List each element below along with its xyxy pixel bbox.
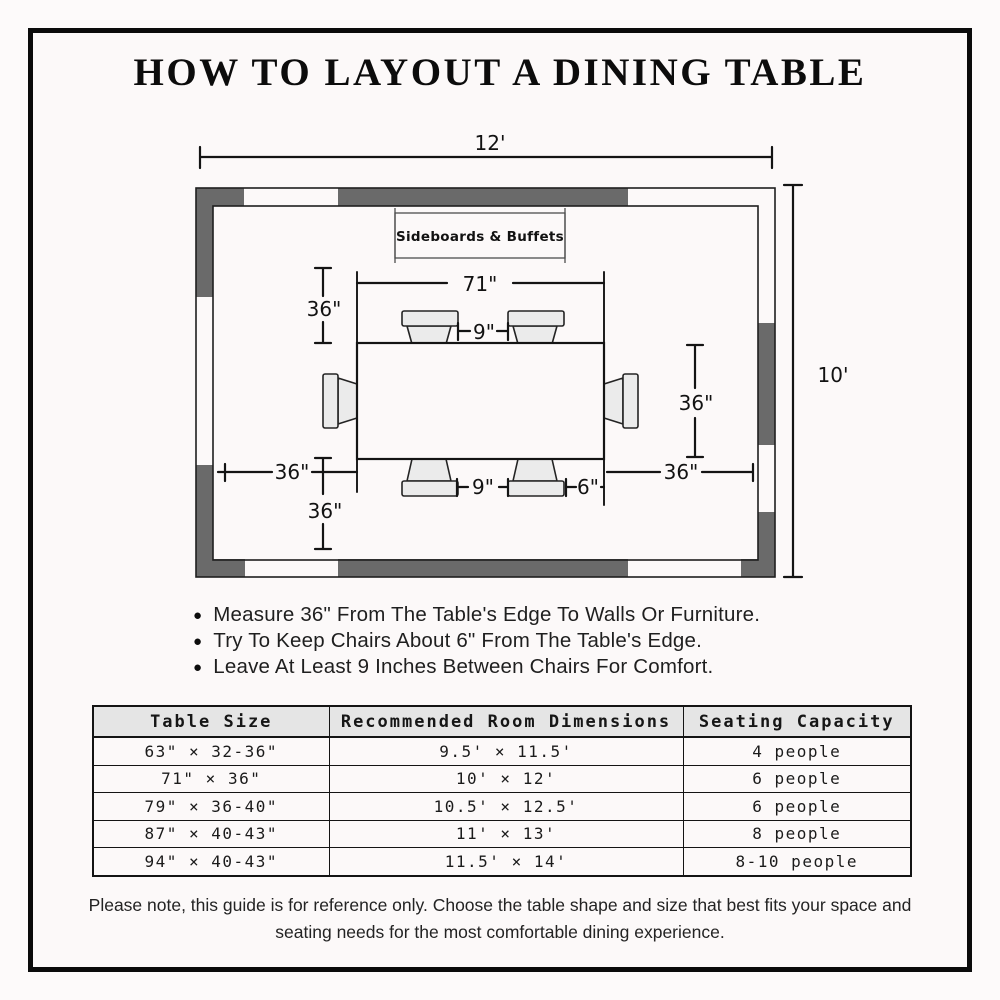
dim-chair-gap-top-label: 9": [473, 320, 495, 344]
dim-chair-to-edge-label: 6": [577, 475, 599, 499]
dim-chair-gap-bottom-label: 9": [472, 475, 494, 499]
cell-room-dimensions: 11' × 13': [329, 820, 683, 848]
table-row: [93, 793, 911, 821]
dim-clearance-right: [607, 460, 753, 484]
table-row: [93, 765, 911, 793]
dim-clearance-top: [307, 268, 342, 343]
table-row: [93, 820, 911, 848]
disclaimer-note: Please note, this guide is for reference only. Choose the table shape and size that best fits your space and seating needs for the most comfortable dining experience.: [88, 895, 912, 943]
dim-clearance-right-side: [679, 345, 714, 457]
cell-table-size: 63" × 32-36": [93, 737, 329, 765]
cell-seating-capacity: 8 people: [683, 820, 911, 848]
col-header-seating-capacity: Seating Capacity: [683, 706, 911, 737]
table-header-row: [93, 706, 911, 737]
dim-chair-gap-bottom: [457, 475, 508, 499]
table-row: [93, 737, 911, 765]
cell-room-dimensions: 9.5' × 11.5': [329, 737, 683, 765]
chair-bottom-right: [508, 459, 564, 496]
bullet-icon: ●: [193, 659, 203, 676]
tip-text: Try To Keep Chairs About 6" From The Table's Edge.: [213, 629, 703, 652]
dim-clearance-left: [218, 460, 357, 484]
bullet-icon: ●: [193, 607, 203, 624]
dim-table-length: [357, 272, 604, 296]
dim-clearance-right-label: 36": [663, 460, 699, 484]
page-title: HOW TO LAYOUT A DINING TABLE: [133, 51, 867, 94]
cell-seating-capacity: 6 people: [683, 793, 911, 821]
chair-right-end: [604, 374, 638, 428]
tip-item: [193, 655, 760, 678]
dim-room-depth: [784, 185, 848, 577]
tip-item: [193, 603, 760, 626]
chair-bottom-left: [402, 459, 458, 496]
cell-table-size: 87" × 40-43": [93, 820, 329, 848]
dim-chair-gap-top: [458, 320, 508, 344]
cell-table-size: 94" × 40-43": [93, 848, 329, 876]
dim-clearance-bottom-label: 36": [307, 499, 343, 523]
dim-room-width-label: 12': [474, 131, 506, 155]
col-header-table-size: Table Size: [93, 706, 329, 737]
chair-top-right: [508, 311, 564, 344]
chair-left-end: [323, 374, 357, 428]
dining-table: [357, 343, 604, 459]
cell-seating-capacity: 4 people: [683, 737, 911, 765]
dim-clearance-top-label: 36": [306, 297, 342, 321]
chair-top-left: [402, 311, 458, 344]
cell-table-size: 71" × 36": [93, 765, 329, 793]
dim-table-length-label: 71": [462, 272, 498, 296]
sideboard-label: Sideboards & Buffets: [395, 229, 565, 245]
tip-text: Leave At Least 9 Inches Between Chairs For Comfort.: [213, 655, 714, 678]
cell-room-dimensions: 10' × 12': [329, 765, 683, 793]
sideboard-zone: [395, 208, 565, 263]
cell-room-dimensions: 10.5' × 12.5': [329, 793, 683, 821]
cell-room-dimensions: 11.5' × 14': [329, 848, 683, 876]
table-row: [93, 848, 911, 876]
col-header-room-dimensions: Recommended Room Dimensions: [329, 706, 683, 737]
tip-text: Measure 36" From The Table's Edge To Walls Or Furniture.: [213, 603, 761, 626]
cell-seating-capacity: 8-10 people: [683, 848, 911, 876]
dim-chair-to-edge: [566, 475, 604, 499]
tip-item: [193, 629, 760, 652]
dim-clearance-left-label: 36": [274, 460, 310, 484]
dim-room-depth-label: 10': [817, 363, 849, 387]
dim-room-width: [200, 131, 772, 168]
tips-list: [193, 603, 760, 681]
cell-seating-capacity: 6 people: [683, 765, 911, 793]
dim-clearance-right-side-label: 36": [678, 391, 714, 415]
cell-table-size: 79" × 36-40": [93, 793, 329, 821]
bullet-icon: ●: [193, 633, 203, 650]
size-guide-table: [92, 705, 912, 877]
